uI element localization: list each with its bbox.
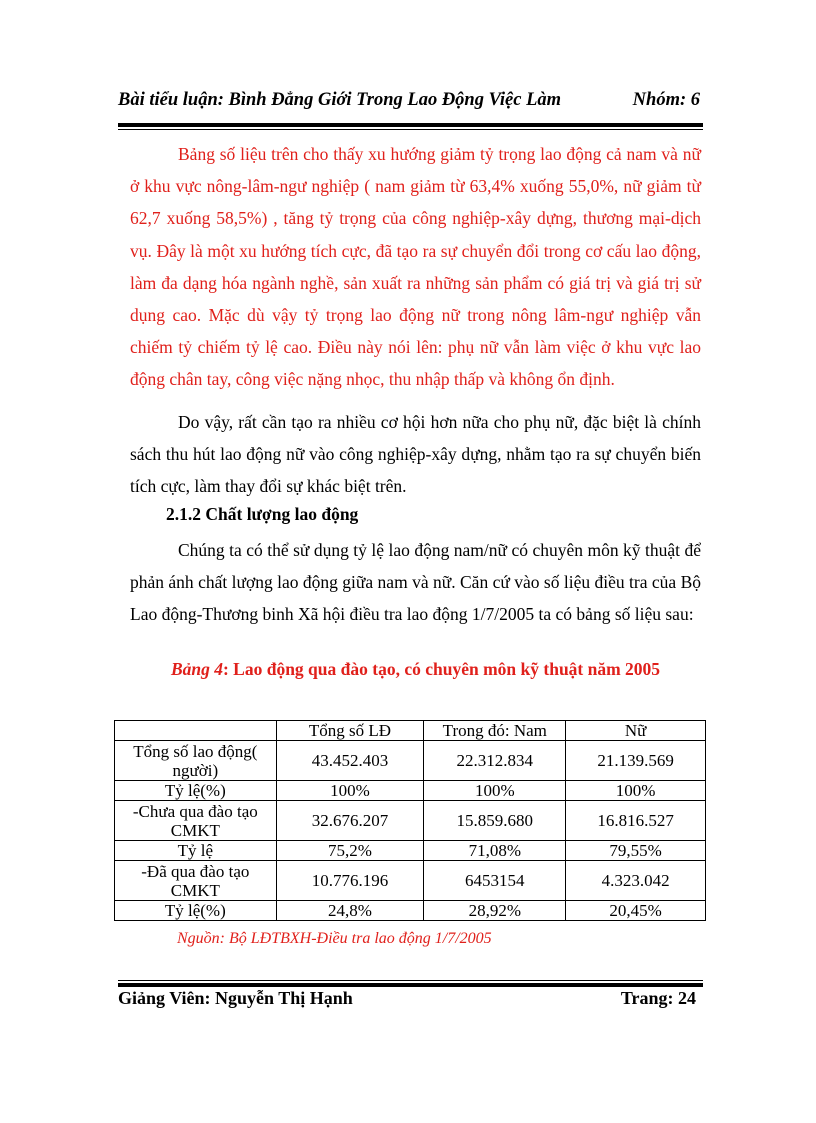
- table-cell: 28,92%: [424, 901, 566, 921]
- header-cell: [115, 721, 277, 741]
- table-row: [115, 861, 706, 901]
- row-label: -Đã qua đào tạo CMKT: [115, 861, 277, 901]
- table-row: [115, 741, 706, 781]
- header-rule-thin: [118, 129, 703, 130]
- table-cell: 4.323.042: [566, 861, 706, 901]
- paragraph-1: Bảng số liệu trên cho thấy xu hướng giảm tỷ trọng lao động cả nam và nữ ở khu vực nông-lâm-ngư nghiệp ( nam giảm từ 63,4% xuống 55,0%, nữ giảm từ 62,7 xuống 58,5%) , tăng tỷ trọng của công nghiệp-xây dựng, thương mại-dịch vụ. Đây là một xu hướng tích cực, đã tạo ra sự chuyển đổi trong cơ cấu lao động, làm đa dạng hóa ngành nghề, sản xuất ra những sản phẩm có giá trị và giá trị sử dụng cao. Mặc dù vậy tỷ trọng lao động nữ trong nông lâm-ngư nghiệp vẫn chiếm tỷ chiếm tỷ lệ cao. Điều này nói lên: phụ nữ vẫn làm việc ở khu vực lao động chân tay, công việc nặng nhọc, thu nhập thấp và không ổn định.: [130, 144, 701, 390]
- row-label: -Chưa qua đào tạo CMKT: [115, 801, 277, 841]
- row-label: Tổng số lao động( người): [115, 741, 277, 781]
- table-row: [115, 901, 706, 921]
- group-label: Nhóm: 6: [632, 90, 700, 110]
- header-cell: Tổng số LĐ: [276, 721, 424, 741]
- table-cell: 100%: [566, 781, 706, 801]
- header-cell: Nữ: [566, 721, 706, 741]
- table-cell: 16.816.527: [566, 801, 706, 841]
- footer-rule-thick: [118, 983, 703, 987]
- page-number: Trang: 24: [620, 988, 696, 1008]
- document-title: Bài tiểu luận: Bình Đẳng Giới Trong Lao Động Việc Làm: [118, 90, 562, 110]
- table-cell: 20,45%: [566, 901, 706, 921]
- table-cell: 79,55%: [566, 841, 706, 861]
- table-row: [115, 841, 706, 861]
- table-header-row: [115, 721, 706, 741]
- row-label: Tỷ lệ: [115, 841, 277, 861]
- table-cell: 71,08%: [424, 841, 566, 861]
- table-cell: 32.676.207: [276, 801, 424, 841]
- row-label: Tỷ lệ(%): [115, 781, 277, 801]
- table-cell: 100%: [424, 781, 566, 801]
- table-cell: 24,8%: [276, 901, 424, 921]
- teacher-name: Giảng Viên: Nguyễn Thị Hạnh: [118, 988, 353, 1008]
- labor-table: [114, 720, 706, 921]
- table-caption-text: : Lao động qua đào tạo, có chuyên môn kỹ thuật năm 2005: [222, 659, 661, 679]
- header-rule-thick: [118, 123, 703, 127]
- table-cell: 100%: [276, 781, 424, 801]
- table-source: Nguồn: Bộ LĐTBXH-Điều tra lao động 1/7/2005: [177, 930, 492, 947]
- section-heading: 2.1.2 Chất lượng lao động: [166, 504, 359, 524]
- table-caption: [130, 652, 701, 686]
- table-caption-label: Bảng 4: [170, 659, 223, 679]
- row-label: Tỷ lệ(%): [115, 901, 277, 921]
- table-cell: 10.776.196: [276, 861, 424, 901]
- table-cell: 15.859.680: [424, 801, 566, 841]
- table-cell: 43.452.403: [276, 741, 424, 781]
- header-cell: Trong đó: Nam: [424, 721, 566, 741]
- paragraph-2: Do vậy, rất cần tạo ra nhiều cơ hội hơn nữa cho phụ nữ, đặc biệt là chính sách thu hút lao động nữ vào công nghiệp-xây dựng, nhằm tạo ra sự chuyển biến tích cực, làm thay đổi sự khác biệt trên.: [130, 412, 701, 497]
- table-row: [115, 781, 706, 801]
- table-row: [115, 801, 706, 841]
- table-cell: 22.312.834: [424, 741, 566, 781]
- table-cell: 75,2%: [276, 841, 424, 861]
- table-cell: 6453154: [424, 861, 566, 901]
- paragraph-3: Chúng ta có thể sử dụng tỷ lệ lao động nam/nữ có chuyên môn kỹ thuật để phản ánh chất lượng lao động giữa nam và nữ. Căn cứ vào số liệu điều tra của Bộ Lao động-Thương binh Xã hội điều tra lao động 1/7/2005 ta có bảng số liệu sau:: [130, 540, 701, 625]
- footer-rule-thin: [118, 980, 703, 981]
- table-cell: 21.139.569: [566, 741, 706, 781]
